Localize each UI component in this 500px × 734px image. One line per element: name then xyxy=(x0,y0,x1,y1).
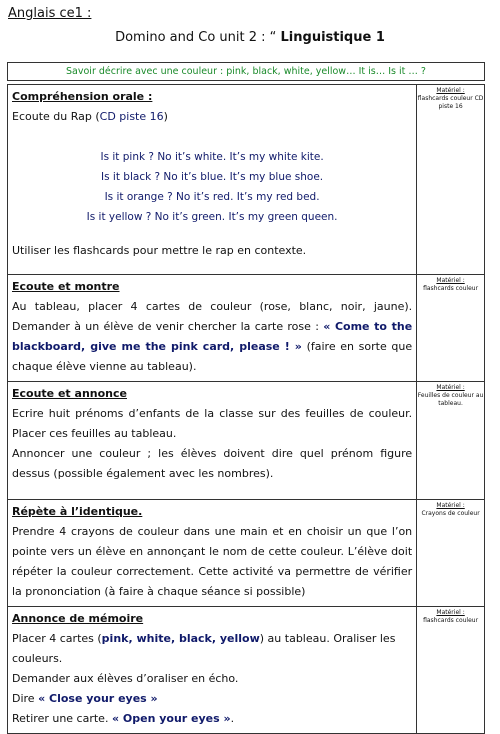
section-title: Ecoute et montre xyxy=(12,280,120,293)
text-part: . xyxy=(230,712,235,725)
text-part: Dire xyxy=(12,692,39,705)
lesson-table xyxy=(7,84,485,734)
intro-prefix: Ecoute du Rap ( xyxy=(12,110,100,123)
color-list: pink, white, black, yellow xyxy=(101,632,260,645)
material-text: flashcards couleur xyxy=(423,617,479,624)
section-ecoute-montre xyxy=(8,275,485,382)
section-main xyxy=(8,275,417,382)
section-repete xyxy=(8,500,485,607)
material-label: Matériel : xyxy=(436,502,465,509)
material-cell xyxy=(417,500,485,607)
section-main xyxy=(8,607,417,734)
section-main xyxy=(8,382,417,500)
section-text xyxy=(12,297,412,377)
text-quote: « Come to the blackboard, give me the pink card, please ! » xyxy=(12,320,413,353)
text-part: Retirer une carte. xyxy=(12,712,112,725)
material-text: Feuilles de couleur au tableau. xyxy=(417,392,484,407)
text-quote: « Close your eyes » xyxy=(38,692,158,705)
section-line xyxy=(12,689,412,709)
section-title: Compréhension orale : xyxy=(12,90,153,103)
material-label: Matériel : xyxy=(436,87,465,94)
section-line: Demander aux élèves d’oraliser en écho. xyxy=(12,672,239,685)
rap-line: Is it yellow ? No it’s green. It’s my green queen. xyxy=(86,211,338,223)
intro-suffix: ) xyxy=(163,110,168,123)
section-note: Utiliser les flashcards pour mettre le rap en contexte. xyxy=(12,244,307,257)
section-line xyxy=(12,709,412,729)
material-cell xyxy=(417,275,485,382)
text-part: (faire en sorte que chaque élève vienne au tableau). xyxy=(12,340,413,373)
rap-line: Is it orange ? No it’s red. It’s my red bed. xyxy=(104,191,320,203)
text-part: Au tableau, placer 4 cartes de couleur (rose, blanc, noir, jaune). Demander à un élève de venir chercher la carte rose : xyxy=(12,300,413,333)
section-ecoute-annonce xyxy=(8,382,485,500)
material-text: Crayons de couleur xyxy=(421,510,480,517)
material-label: Matériel : xyxy=(436,609,465,616)
material-label: Matériel : xyxy=(436,277,465,284)
section-annonce-memoire xyxy=(8,607,485,734)
section-comprehension xyxy=(8,85,485,275)
section-line: Ecrire huit prénoms d’enfants de la classe sur des feuilles de couleur. Placer ces feuilles au tableau. xyxy=(12,407,413,440)
material-cell xyxy=(417,607,485,734)
section-text: Prendre 4 crayons de couleur dans une main et en choisir un que l’on pointe vers un élève en annonçant le nom de cette couleur. L’élève doit répéter la couleur correctement. Cette activité va permettre de vérifier la prononciation (à faire à chaque séance si possible) xyxy=(12,525,413,598)
material-cell xyxy=(417,382,485,500)
section-line: Annoncer une couleur ; les élèves doivent dire quel prénom figure dessus (possible également avec les nombres). xyxy=(12,447,413,480)
document-title: Anglais ce1 : xyxy=(8,6,92,21)
subtitle-prefix: Domino and Co unit 2 : “ xyxy=(115,30,281,45)
rap-line: Is it pink ? No it’s white. It’s my white kite. xyxy=(100,151,324,163)
section-main xyxy=(8,500,417,607)
rap-line: Is it black ? No it’s blue. It’s my blue shoe. xyxy=(101,171,324,183)
section-main xyxy=(8,85,417,275)
text-part: ) au tableau. Oraliser les couleurs. xyxy=(12,632,396,665)
material-text: flashcards couleur CD piste 16 xyxy=(417,95,484,110)
section-title: Répète à l’identique. xyxy=(12,505,143,518)
material-cell xyxy=(417,85,485,275)
material-text: flashcards couleur xyxy=(423,285,479,292)
intro-cd: CD piste 16 xyxy=(99,110,164,123)
section-title: Annonce de mémoire xyxy=(12,612,144,625)
text-quote: « Open your eyes » xyxy=(111,712,231,725)
section-line xyxy=(12,629,412,669)
section-title: Ecoute et annonce xyxy=(12,387,127,400)
document-subtitle xyxy=(0,30,500,45)
objective-box: Savoir décrire avec une couleur : pink, black, white, yellow… It is… Is it … ? xyxy=(7,62,485,81)
subtitle-bold: Linguistique 1 xyxy=(280,30,385,45)
text-part: Placer 4 cartes ( xyxy=(12,632,102,645)
rap-intro xyxy=(12,107,412,127)
material-label: Matériel : xyxy=(436,384,465,391)
